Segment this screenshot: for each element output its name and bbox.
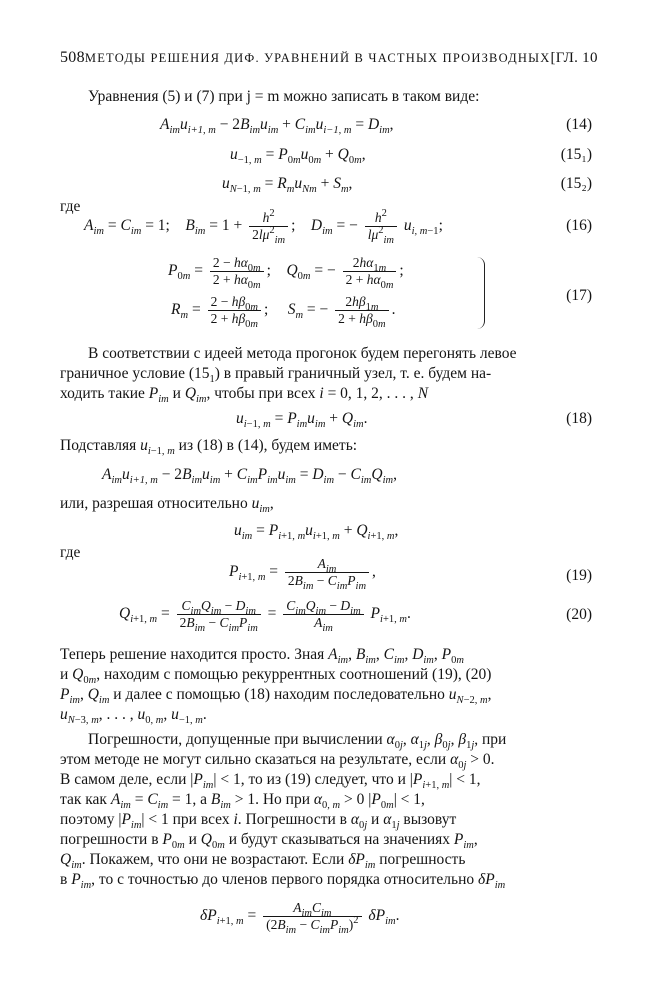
para2-line-1: Теперь решение находится просто. Зная $A_{im}$, $B_{im}$, $C_{im}$, $D_{im}$, $P_{0m}$ (60, 646, 464, 666)
eq-number-16: (16) (566, 217, 592, 234)
para3-line-2: этом методе не могут сильно сказаться на результате, если $\alpha_{0j} > 0$. (60, 751, 495, 771)
eq-number-20: (20) (566, 606, 592, 623)
equation-14: $A_{im}u_{i+1, m} - 2B_{im}u_{im} + C_{im}u_{i-1, m} = D_{im}$, (160, 116, 394, 136)
para1-line-3: ходить такие $P_{im}$ и $Q_{im}$, чтобы при всех i = 0, 1, 2, . . . , N (60, 385, 429, 405)
equation-delta: $\delta P_{i+1, m}$ = $A_{im}C_{im}$ $(2B_{im} - C_{im}P_{im})^2$ $\delta P_{im}$. (200, 900, 400, 936)
equation-18: $u_{i-1, m} = P_{im}u_{im} + Q_{im}$. (236, 410, 368, 430)
eq-number-15-1: (15₁) (560, 146, 592, 163)
para3-line-8: в $P_{im}$, то с точностью до членов первого порядка относительно $\delta P_{im}$ (60, 871, 506, 891)
para3-line-3: В самом деле, если $|P_{im}| < 1$, то из (19) следует, что и $|P_{i+1, m}| < 1$, (60, 771, 481, 791)
equation-15-2: $u_{N-1, m} = R_mu_{Nm} + S_m$, (222, 175, 353, 195)
eq-number-14: (14) (566, 116, 592, 133)
substituting-text: Подставляя $u_{i-1, m}$ из (18) в (14), будем иметь: (60, 437, 358, 457)
page-number: 508 (60, 49, 85, 66)
where-label-1: где (60, 198, 81, 215)
para2-line-4: $u_{N-3, m}$, . . . , $u_{0, m}$, $u_{-1, m}$. (60, 706, 207, 726)
equation-20: $Q_{i+1, m}$ = $C_{im}Q_{im} - D_{im}$ $2B_{im} - C_{im}P_{im}$ = $C_{im}Q_{im} - D_{im}$ $A_{im}$ $P_{i+1, m}$. (119, 598, 411, 634)
equation-17-row-2: $R_m$ = $\frac{2 - h\beta_{0m}}{2 + h\beta_{0m}}$ ; $S_m$ = − $\frac{2h\beta_{1m}}{2 + h\beta_{0m}}$ . (171, 294, 396, 330)
para1-line-1: В соответствии с идеей метода прогонок будем перегонять левое (88, 345, 517, 362)
para1-line-2: граничное условие $(15_1)$ в правый граничный узел, т. е. будем на- (60, 365, 492, 385)
where-label-2: где (60, 544, 81, 561)
eq-number-18: (18) (566, 410, 592, 427)
chapter-label: [ГЛ. 10 (550, 50, 598, 66)
equation-solved: $u_{im} = P_{i+1, m}u_{i+1, m} + Q_{i+1, m}$, (234, 522, 399, 542)
para2-line-2: и $Q_{0m}$, находим с помощью рекуррентных соотношений (19), (20) (60, 666, 492, 686)
equation-15-1: $u_{-1, m} = P_{0m}u_{0m} + Q_{0m}$, (230, 146, 366, 166)
header-title: МЕТОДЫ РЕШЕНИЯ ДИФ. УРАВНЕНИЙ В ЧАСТНЫХ ПРОИЗВОДНЫХ (84, 51, 551, 65)
eq-number-15-2: (15₂) (560, 175, 592, 192)
eq-number-17: (17) (566, 287, 592, 304)
equation-17-row-1: $P_{0m}$ = $\frac{2 - h\alpha_{0m}}{2 + h\alpha_{0m}}$ ; $Q_{0m}$ = − $\frac{2h\alpha_{1m}}{2 + h\alpha_{0m}}$ ; (168, 255, 404, 291)
intro-text: Уравнения (5) и (7) при j = m можно записать в таком виде: (88, 88, 480, 105)
para3-line-5: поэтому $|P_{im}| < 1$ при всех i. Погрешности в $\alpha_{0j}$ и $\alpha_{1j}$ вызовут (60, 811, 457, 831)
para3-line-6: погрешности в $P_{0m}$ и $Q_{0m}$ и будут сказываться на значениях $P_{im}$, (60, 831, 478, 851)
para3-line-1: Погрешности, допущенные при вычислении $\alpha_{0j}$, $\alpha_{1j}$, $\beta_{0j}$, $\beta_{1j}$, при (88, 731, 507, 751)
para2-line-3: $P_{im}$, $Q_{im}$ и далее с помощью (18) находим последовательно $u_{N-2, m}$, (60, 686, 492, 706)
or-solving-text: или, разрешая относительно $u_{im}$, (60, 495, 274, 515)
equation-substituted: $A_{im}u_{i+1, m} - 2B_{im}u_{im} + C_{im}P_{im}u_{im} = D_{im} - C_{im}Q_{im}$, (102, 466, 397, 486)
para3-line-7: $Q_{im}$. Покажем, что они не возрастают. Если $\delta P_{im}$ погрешность (60, 851, 466, 871)
equation-16: $A_{im} = C_{im} = 1$; $B_{im} = 1$ + $\frac{h^2}{2l\mu^2_{im}}$ ; $D_{im}$ = − $\frac{h^2}{l\mu^2_{im}}$ $u_{i, m-1}$; (84, 208, 443, 246)
right-brace (474, 257, 485, 329)
eq-number-19: (19) (566, 567, 592, 584)
running-header (60, 48, 598, 68)
equation-19: $P_{i+1, m}$ = $A_{im}$ $2B_{im} - C_{im}P_{im}$ , (229, 556, 376, 592)
para3-line-4: так как $A_{im} = C_{im} = 1$, а $B_{im} > 1$. Но при $\alpha_{0, m} > 0$ $|P_{0m}| < 1$, (60, 791, 425, 811)
